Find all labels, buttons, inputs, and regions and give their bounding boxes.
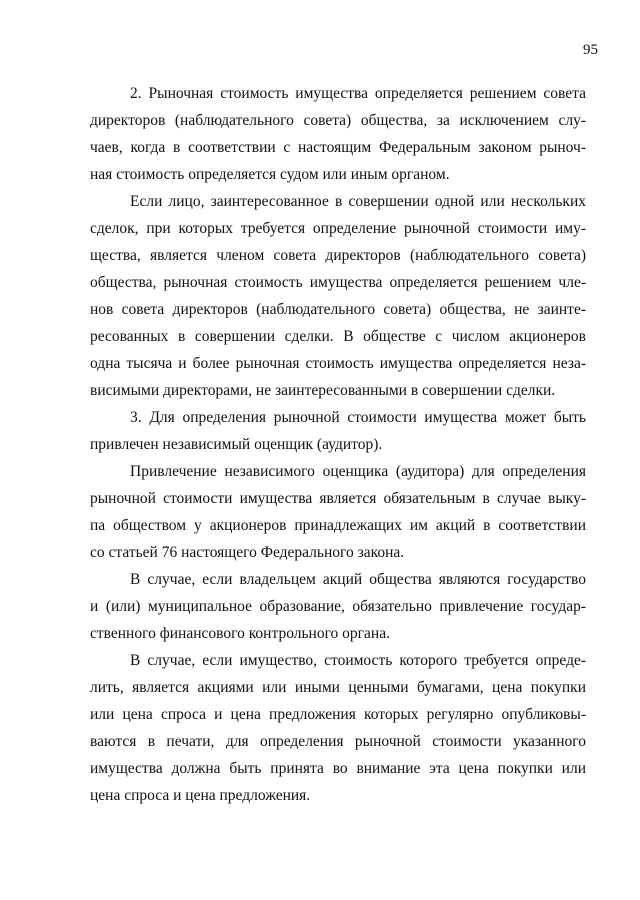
text-line: ная стоимость определяется судом или иным органом. — [90, 166, 450, 183]
text-line: висимыми директорами, не заинтересованными в совершении сделки. — [90, 382, 556, 399]
text-line: 2. Рыночная стоимость имущества определяется решением совета — [130, 85, 586, 102]
text-line: одна тысяча и более рыночная стоимость имущества определяется неза- — [90, 355, 586, 372]
text-line: ресованных в совершении сделки. В обществе с числом акционеров — [90, 328, 586, 345]
page-number: 95 — [583, 42, 598, 58]
text-line: рыночной стоимости имущества является обязательным в случае выку- — [90, 490, 586, 507]
paragraph-independent-appraiser — [90, 404, 586, 458]
text-line: ственного финансового контрольного органа. — [90, 625, 390, 642]
text-line: 3. Для определения рыночной стоимости имущества может быть — [130, 409, 586, 426]
text-line: со статьей 76 настоящего Федерального закона. — [90, 544, 405, 561]
text-line: общества, рыночная стоимость имущества определяется решением чле- — [90, 274, 586, 291]
text-line: В случае, если владельцем акций общества являются государство — [130, 571, 586, 588]
text-line: директоров (наблюдательного совета) общества, за исключением слу- — [90, 112, 586, 129]
paragraph-interested-director — [90, 188, 586, 404]
text-line: чаев, когда в соответствии с настоящим Федеральным законом рыноч- — [90, 139, 586, 156]
text-line: имущества должна быть принята во внимание эта цена покупки или — [90, 760, 586, 777]
text-line: лить, является акциями или иными ценными бумагами, цена покупки — [90, 679, 586, 696]
body-text — [90, 80, 586, 809]
text-line: щества, является членом совета директоров (наблюдательного совета) — [90, 247, 586, 264]
paragraph-market-value-board — [90, 80, 586, 188]
paragraph-state-owner — [90, 566, 586, 647]
text-line: цена спроса и цена предложения. — [90, 787, 311, 804]
text-line: нов совета директоров (наблюдательного совета) общества, не заинте- — [90, 301, 586, 318]
text-line: сделок, при которых требуется определение рыночной стоимости иму- — [90, 220, 586, 237]
text-line: ваются в печати, для определения рыночной стоимости указанного — [90, 733, 586, 750]
text-line: па обществом у акционеров принадлежащих им акций в соответствии — [90, 517, 586, 534]
text-line: В случае, если имущество, стоимость которого требуется опреде- — [130, 652, 586, 669]
text-line: привлечен независимый оценщик (аудитор). — [90, 436, 383, 453]
text-line: Привлечение независимого оценщика (аудитора) для определения — [130, 463, 586, 480]
paragraph-securities-price — [90, 647, 586, 809]
text-line: или цена спроса и цена предложения которых регулярно опубликовы- — [90, 706, 586, 723]
text-line: Если лицо, заинтересованное в совершении одной или нескольких — [130, 193, 586, 210]
paragraph-mandatory-appraiser — [90, 458, 586, 566]
text-line: и (или) муниципальное образование, обязательно привлечение государ- — [90, 598, 586, 615]
